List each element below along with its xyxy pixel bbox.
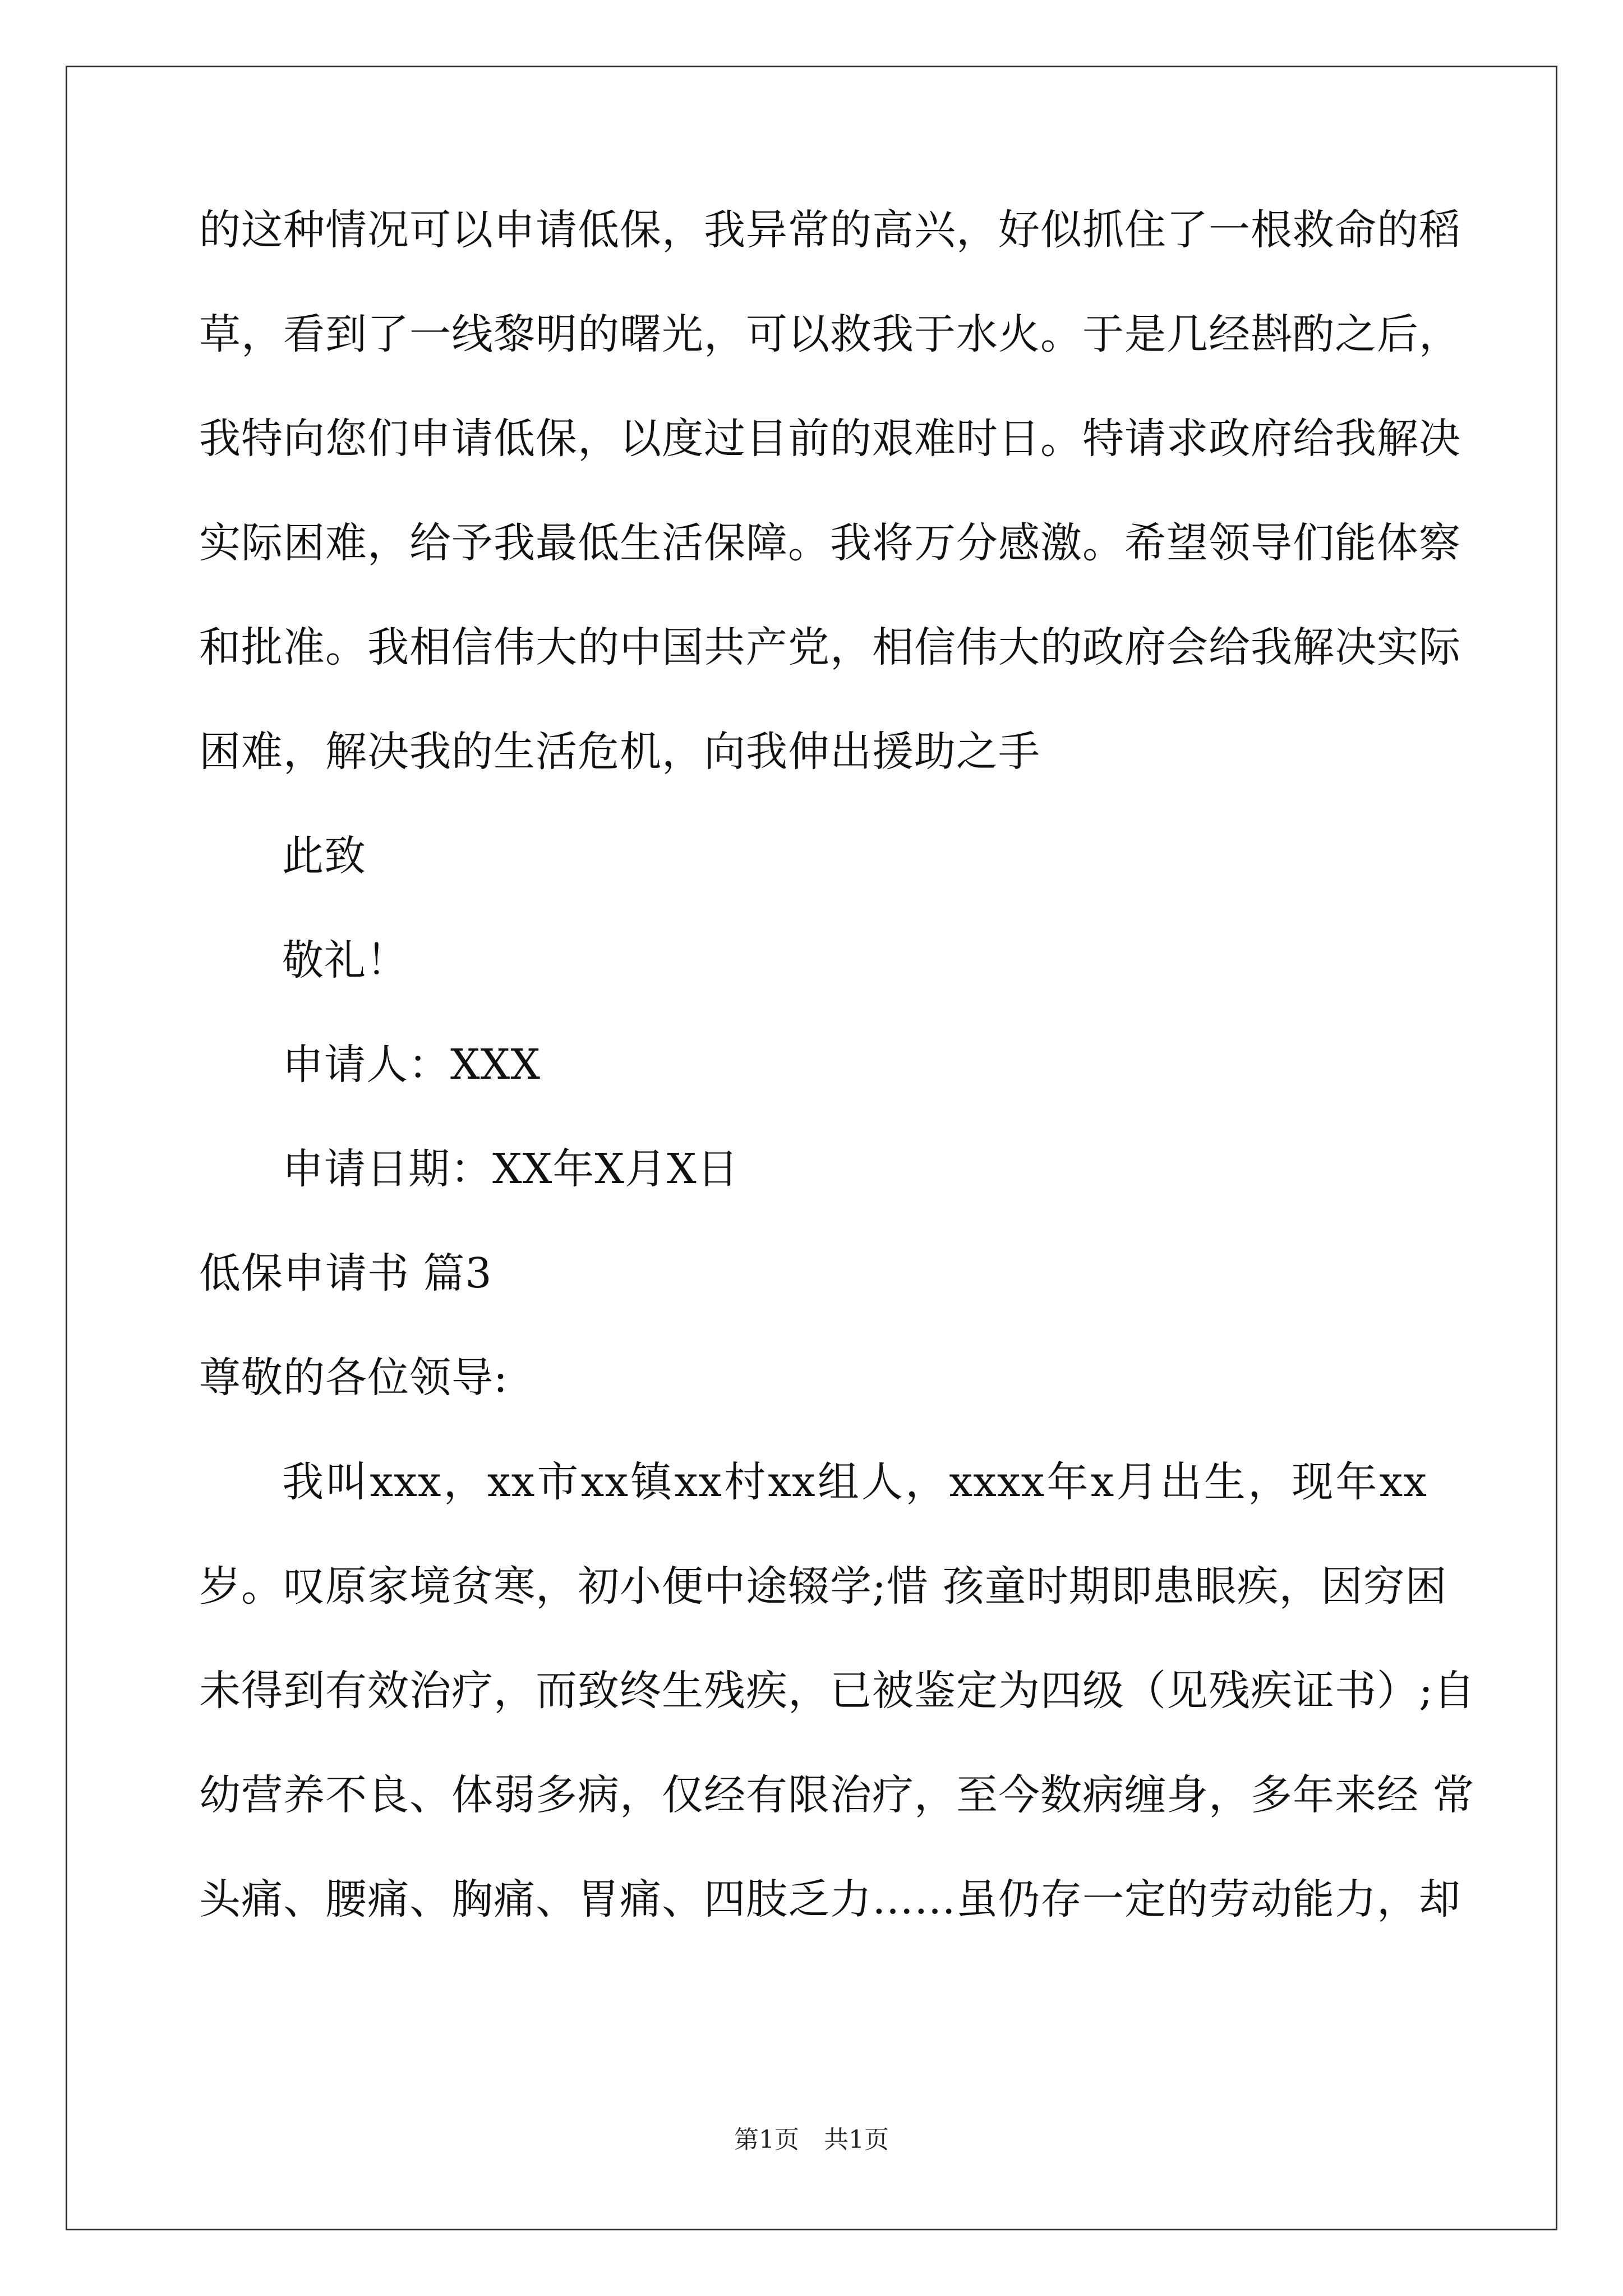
page-number: 第1页 共1页: [734, 2125, 889, 2154]
paragraph-line: 岁。叹原家境贫寒，初小便中途辍学;惜 孩童时期即患眼疾，因穷困: [199, 1562, 1447, 1611]
paragraph-line: 未得到有效治疗，而致终生残疾，已被鉴定为四级（见残疾证书）;自: [199, 1667, 1476, 1715]
section-heading: 低保申请书 篇3: [199, 1249, 492, 1297]
paragraph-line: 困难，解决我的生活危机，向我伸出援助之手: [199, 728, 1040, 776]
paragraph-line: 我特向您们申请低保，以度过目前的艰难时日。特请求政府给我解决: [199, 415, 1461, 463]
paragraph-line: 幼营养不良、体弱多病，仅经有限治疗，至今数病缠身，多年来经 常: [199, 1771, 1475, 1819]
paragraph-line: 和批准。我相信伟大的中国共产党，相信伟大的政府会给我解决实际: [199, 623, 1461, 671]
applicant-name: 申请人：XXX: [282, 1041, 541, 1089]
paragraph-line: 实际困难，给予我最低生活保障。我将万分感激。希望领导们能体察: [199, 519, 1461, 567]
paragraph-line: 我叫xxx，xx市xx镇xx村xx组人，xxxx年x月出生，现年xx: [282, 1458, 1427, 1506]
closing-regards: 敬礼！: [282, 936, 408, 984]
closing-salutation: 此致: [282, 832, 366, 880]
paragraph-line: 草，看到了一线黎明的曙光，可以救我于水火。于是几经斟酌之后，: [199, 310, 1461, 358]
application-date: 申请日期：XX年X月X日: [282, 1145, 739, 1193]
paragraph-line: 的这种情况可以申请低保，我异常的高兴，好似抓住了一根救命的稻: [199, 206, 1461, 254]
paragraph-line: 头痛、腰痛、胸痛、胃痛、四肢乏力……虽仍存一定的劳动能力，却: [199, 1875, 1461, 1924]
greeting: 尊敬的各位领导:: [199, 1354, 508, 1402]
